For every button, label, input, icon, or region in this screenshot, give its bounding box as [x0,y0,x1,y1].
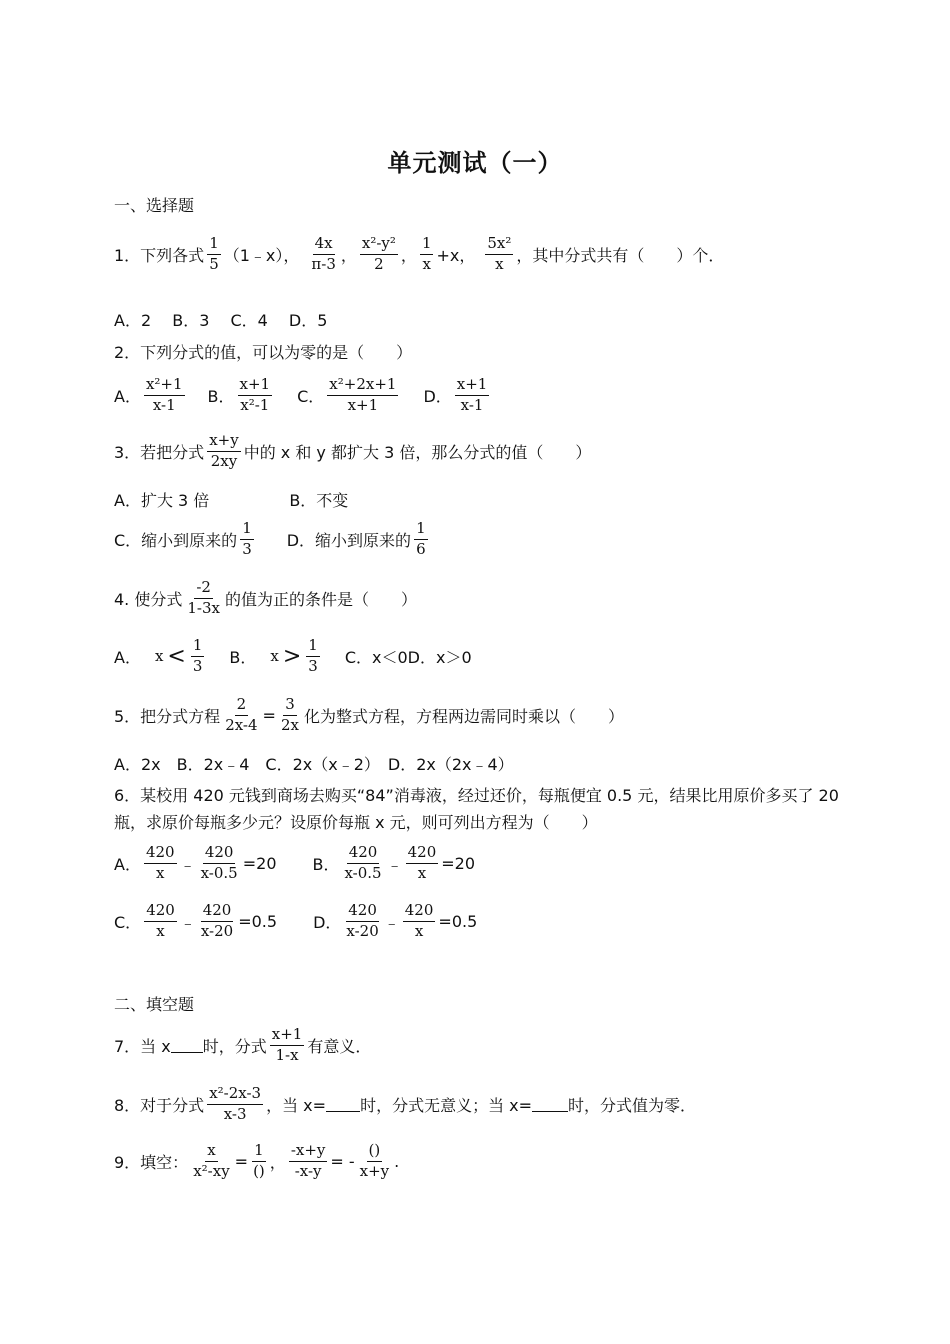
fraction-numerator: x+1 [455,377,490,396]
fraction-numerator: x²+2x+1 [327,377,398,396]
question-8 [114,1086,696,1123]
q4-option-b-label: B． [229,647,257,667]
q6-option-d-fraction-2 [403,903,436,940]
q6-options-ab [114,845,475,882]
fraction-numerator: 1 [306,638,320,657]
q9-prefix: 9．填空： [114,1152,189,1172]
question-5 [114,697,624,734]
q3-option-c-fraction [240,521,254,558]
q4-option-b-symbol: > [282,643,302,669]
q4-prefix: 4. 使分式 [114,589,183,609]
q1-fraction-4 [420,236,434,273]
fraction-denominator: 2x-4 [225,715,258,734]
q5-equals: = [262,705,276,725]
q9-end: . [394,1151,400,1171]
q9-fraction-4 [358,1143,392,1180]
question-7 [114,1027,371,1064]
fraction-denominator: x-0.5 [200,863,238,882]
q6-option-a-label: A． [114,854,141,874]
fraction-numerator: 420 [144,845,177,864]
q1-fraction-2 [309,236,337,273]
fraction-numerator: x+1 [270,1027,305,1046]
question-3 [114,433,591,470]
fraction-numerator: 420 [144,903,177,922]
fraction-denominator: 3 [308,656,318,675]
fraction-numerator: -2 [194,580,213,599]
q5-fraction-1 [223,697,259,734]
q6-option-d-fraction-1 [344,903,380,940]
question-6: 6．某校用 420 元钱到商场去购买“84”消毒液，经过还价，每瓶便宜 0.5 元，结果比用原价多买了 20 瓶，求原价每瓶多少元？设原价每瓶 x 元，则可列出方程为（ ） [114,786,839,832]
q6-option-d-rhs: =0.5 [438,911,478,931]
q2-option-b-label: B． [207,386,235,406]
fraction-numerator: x+1 [238,377,273,396]
fraction-denominator: x+1 [347,395,379,414]
q7-answer-blank[interactable] [171,1038,203,1053]
fraction-denominator: 6 [416,539,426,558]
fraction-denominator: 3 [242,539,252,558]
fraction-denominator: 3 [192,656,203,675]
q3-prefix: 3．若把分式 [114,442,205,462]
q5-prefix: 5．把分式方程 [114,706,221,726]
q6-option-b-fraction-2 [406,845,439,882]
page-title: 单元测试（一） [387,149,563,177]
fraction-denominator: x-1 [152,395,176,414]
q3-option-d-fraction [414,521,428,558]
q5-suffix: 化为整式方程，方程两边需同时乘以（ ） [303,706,624,726]
fraction-numerator: 1 [420,236,434,255]
q1-text-1: （1﹣x）， [223,245,300,265]
q3-options-cd [114,521,431,558]
q9-equals-2: = - [330,1151,355,1171]
q8-text-1: ，当 x= [266,1095,327,1115]
q6-option-d-label: D． [313,912,342,932]
q9-fraction-1 [191,1143,231,1180]
fraction-numerator: x+y [207,433,241,452]
fraction-denominator: x-1 [460,395,484,414]
question-1 [114,236,724,273]
fraction-numerator: 3 [283,697,297,716]
q2-options [114,377,492,414]
fraction-denominator: x²-1 [240,395,270,414]
fraction-denominator: x [414,921,424,940]
section-heading-fill: 二、填空题 [114,995,195,1014]
q4-option-b-var: x [270,647,279,666]
fraction-numerator: 1 [240,521,254,540]
fraction-denominator: x+y [359,1161,390,1180]
q2-option-d-fraction [455,377,490,414]
q6-option-c-minus: ﹣ [179,912,196,932]
fraction-numerator: x²-y² [360,236,398,255]
fraction-denominator: x [156,921,165,940]
q6-option-b-minus: ﹣ [386,854,403,874]
fraction-numerator: 420 [406,845,439,864]
q2-option-a-label: A． [114,386,141,406]
q8-answer-blank-2[interactable] [532,1097,568,1112]
q6-options-cd [114,903,477,940]
q9-fraction-2 [251,1143,267,1180]
fraction-numerator: 420 [347,845,380,864]
q4-option-b-fraction [306,638,320,675]
q8-text-2: 时，分式无意义；当 x= [360,1095,533,1115]
q7-mid: 时，分式 [202,1036,267,1056]
fraction-denominator: x-0.5 [344,863,382,882]
q2-option-b-fraction [238,377,273,414]
q6-option-a-fraction-2 [199,845,240,882]
fraction-numerator: 420 [403,903,436,922]
fraction-numerator: -x+y [289,1143,328,1162]
q4-option-a-fraction [191,638,205,675]
q8-text-3: 时，分式值为零． [568,1095,697,1115]
fraction-denominator: x [417,863,427,882]
q6-option-c-rhs: =0.5 [238,911,278,931]
q6-option-b-label: B． [312,854,340,874]
q6-option-a-fraction-1 [144,845,177,882]
q3-option-b: B．不变 [289,491,349,510]
q2-option-a-fraction [144,377,185,414]
fraction-denominator: 1-x [275,1045,299,1064]
fraction-numerator: 1 [191,638,205,657]
q2-option-c-fraction [327,377,398,414]
fraction-numerator: x²+1 [144,377,185,396]
fraction-numerator: 2 [235,697,249,716]
q1-options: A．2 B．3 C．4 D．5 [114,311,328,330]
section-heading-choice: 一、选择题 [114,196,195,215]
q5-fraction-2 [279,697,301,734]
question-2: 2．下列分式的值，可以为零的是（ ） [114,343,413,362]
q6-option-a-rhs: =20 [242,853,277,873]
q1-fraction-3 [360,236,398,273]
fraction-denominator: π-3 [311,254,336,273]
fraction-denominator: x [495,254,504,273]
fraction-numerator: 420 [201,903,234,922]
fraction-denominator: x [422,254,431,273]
q6-option-a-minus: ﹣ [179,854,196,874]
q1-fraction-5 [485,236,513,273]
fraction-numerator: x²-2x-3 [207,1086,263,1105]
q6-option-b-rhs: =20 [441,853,476,873]
q1-text-5: ，其中分式共有（ ）个． [516,245,725,265]
q2-option-c-label: C． [297,386,325,406]
fraction-denominator: 1-3x [187,598,220,617]
fraction-numerator: 420 [346,903,379,922]
q7-fraction [270,1027,305,1064]
q3-options-ab [114,488,348,511]
q4-options-cd: C．x＜0D．x＞0 [344,647,472,667]
q8-answer-blank-1[interactable] [326,1097,360,1112]
q7-suffix: 有意义． [307,1036,372,1056]
q9-comma: ， [269,1152,286,1172]
fraction-numerator: 5x² [485,236,513,255]
q1-text-3: ， [400,245,417,265]
q9-equals-1: = [234,1151,249,1171]
fraction-denominator: 5 [209,254,219,273]
fraction-denominator: 2 [374,254,384,273]
fraction-denominator: x-3 [223,1104,247,1123]
fraction-numerator: 1 [207,236,221,255]
q3-fraction [207,433,241,470]
q3-option-a: A．扩大 3 倍 [114,491,210,510]
question-4 [114,580,417,617]
q6-option-c-fraction-1 [144,903,177,940]
question-9 [114,1143,399,1180]
q3-option-c: C．缩小到原来的 [114,530,238,550]
q4-option-a-var: x [154,647,164,666]
fraction-numerator: x [205,1143,217,1162]
fraction-denominator: 2x [280,715,299,734]
q6-option-b-fraction-1 [342,845,383,882]
q7-prefix: 7．当 x [114,1036,171,1056]
q3-option-d: D．缩小到原来的 [286,530,412,550]
q6-option-c-label: C． [114,912,142,932]
q1-text-2: ， [340,245,357,265]
fraction-denominator: -x-y [294,1161,322,1180]
fraction-denominator: () [253,1161,265,1180]
fraction-numerator: 4x [313,236,335,255]
q4-options [114,638,472,675]
q5-options: A．2x B．2x﹣4 C．2x（x﹣2） D．2x（2x﹣4） [114,755,514,774]
q9-fraction-3 [289,1143,328,1180]
q4-suffix: 的值为正的条件是（ ） [224,589,417,609]
fraction-denominator: x-20 [346,921,379,940]
q4-fraction [185,580,222,617]
q8-fraction [207,1086,263,1123]
fraction-numerator: 420 [203,845,236,864]
q2-option-d-label: D． [423,386,452,406]
fraction-denominator: 2xy [210,451,238,470]
q1-text-4: +x， [436,245,476,265]
q6-option-c-fraction-2 [199,903,235,940]
fraction-numerator: 1 [252,1143,266,1162]
fraction-denominator: x [156,863,165,882]
fraction-denominator: x²-xy [193,1161,230,1180]
q4-option-a-symbol: < [167,643,186,669]
fraction-numerator: () [367,1143,383,1162]
q3-suffix: 中的 x 和 y 都扩大 3 倍，那么分式的值（ ） [243,442,592,462]
q6-option-d-minus: ﹣ [383,912,400,932]
q1-prefix: 1．下列各式 [114,245,205,265]
q1-fraction-1 [207,236,221,273]
q8-prefix: 8．对于分式 [114,1095,205,1115]
fraction-numerator: 1 [414,521,428,540]
q4-option-a-label: A． [114,647,141,667]
fraction-denominator: x-20 [200,921,234,940]
